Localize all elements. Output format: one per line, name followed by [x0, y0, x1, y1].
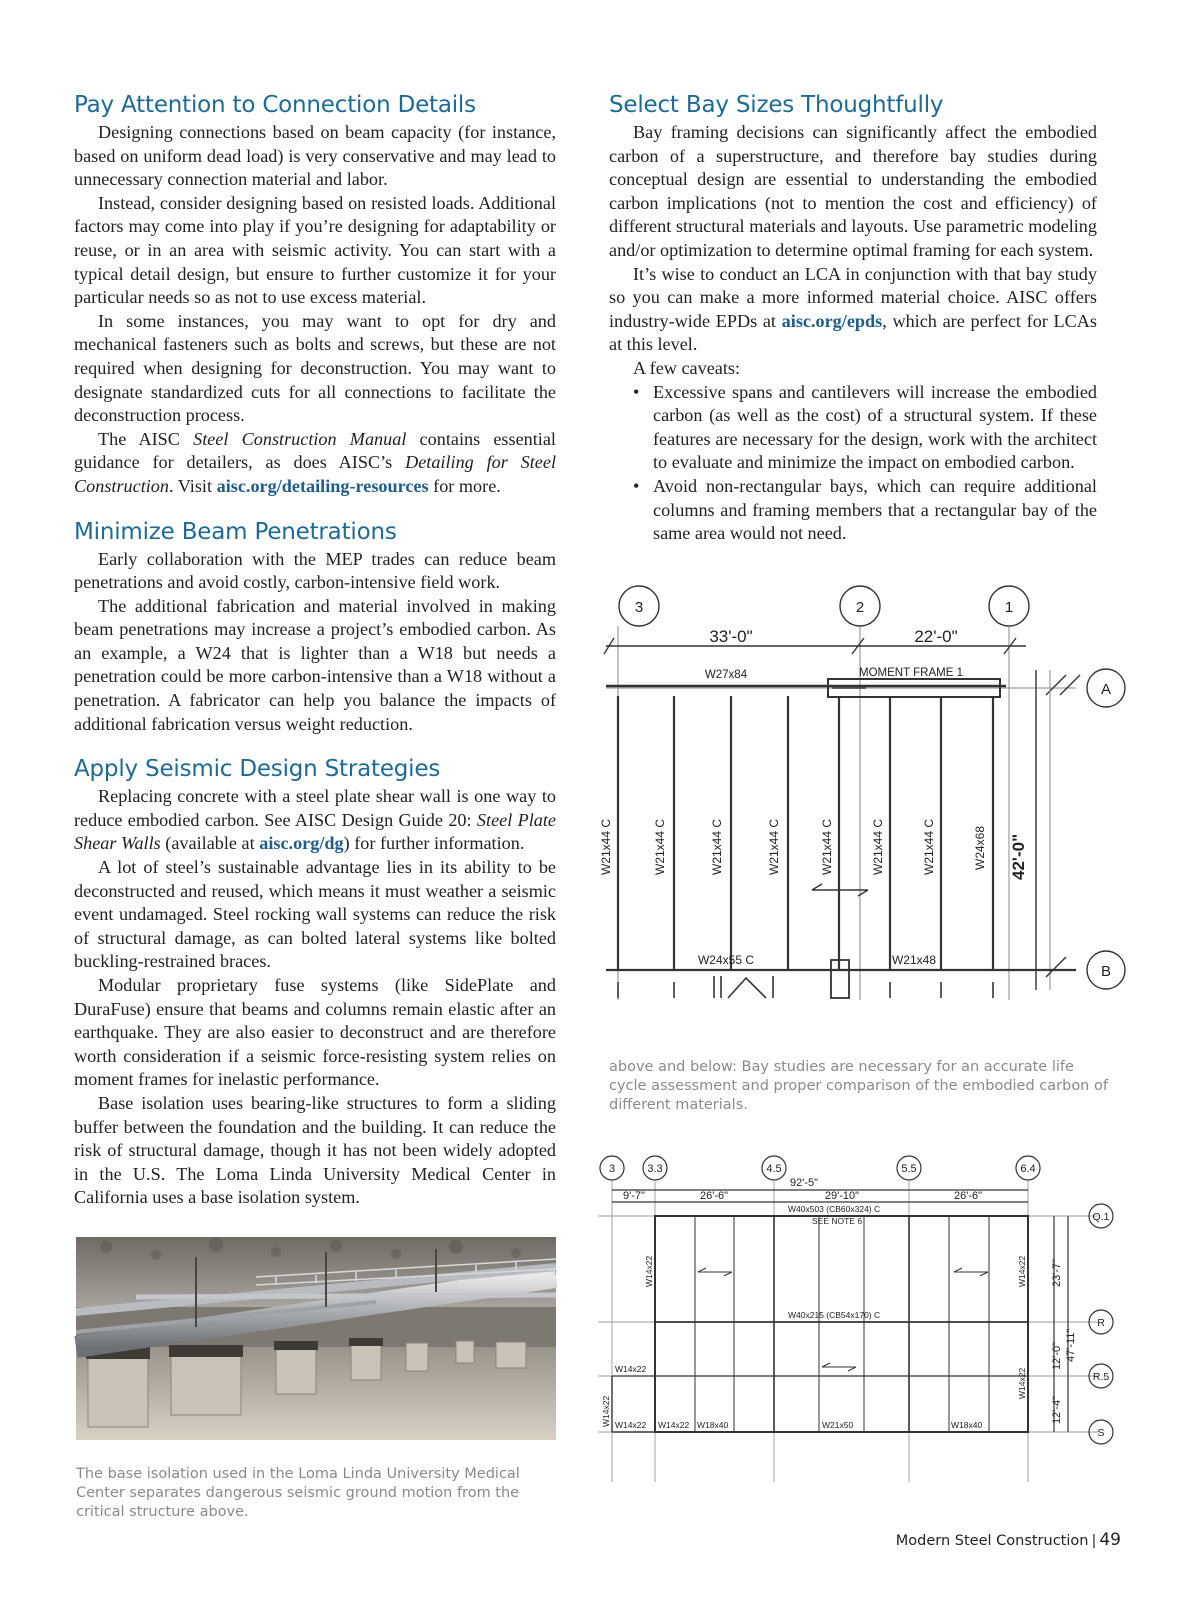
dimension-label: 92'-5" [789, 1177, 819, 1189]
paragraph: Early collaboration with the MEP trades can reduce beam penetrations and avoid costly, carbon-intensive field work. [74, 548, 556, 593]
framing-plan-1 [599, 580, 1126, 1025]
grid-label: B [1100, 963, 1112, 980]
photo-illustration [76, 1237, 556, 1440]
moment-frame-label: MOMENT FRAME 1 [859, 667, 963, 679]
dimension-label: 12'-4" [1051, 1395, 1063, 1424]
grid-label: 5.5 [901, 1163, 917, 1175]
beam-label: W21x44 C [820, 818, 834, 875]
detailing-resources-link[interactable]: aisc.org/detailing-resources [216, 475, 429, 496]
text-run: It’s wise to conduct an LCA in conjunction with that bay study so you can make a more informed material choice. AISC offers industry-wide EPDs at [609, 263, 1097, 331]
epds-link[interactable]: aisc.org/epds [781, 310, 883, 331]
book-title: Detailing for Steel Construction [74, 452, 556, 496]
paragraph: A few caveats: [633, 357, 741, 378]
beam-label: W21x44 C [599, 818, 613, 875]
dimension-label: 22'-0" [914, 627, 958, 646]
caveats-list [609, 381, 1097, 546]
section-heading-connection-details: Pay Attention to Connection Details [74, 92, 476, 118]
design-guide-link[interactable]: aisc.org/dg [259, 833, 344, 854]
girder-label: W40x215 (CB54x170) C [788, 1310, 881, 1320]
beam-label: W14x22 [1017, 1367, 1027, 1399]
paragraph [74, 785, 556, 856]
dimension-label: 26'-6" [699, 1190, 729, 1202]
grid-label: 4.5 [766, 1163, 782, 1175]
grid-label: 3.3 [647, 1163, 663, 1175]
dimension-label: 23'-7" [1051, 1258, 1063, 1287]
paragraph [74, 428, 556, 499]
beam-label: W18x40 [697, 1420, 729, 1430]
text-run: ) for further information. [343, 833, 525, 854]
right-column [609, 90, 1097, 546]
beam-label: W27x84 [704, 669, 748, 681]
text-run: for more. [428, 475, 501, 496]
grid-label: 2 [855, 599, 865, 616]
paragraph: A lot of steel’s sustainable advantage lies in its ability to be deconstructed and reused, which means it must weather a seismic event undamaged. Steel rocking wall systems can reduce the risk of structural damage, as can bolted lateral systems like bolted buckling-restrained braces. [74, 857, 556, 972]
grid-label: R.5 [1092, 1371, 1110, 1383]
footer-separator: | [1091, 1533, 1097, 1549]
spacer [74, 499, 556, 517]
dimension-label: 29'-10" [824, 1190, 860, 1202]
spacer [74, 736, 556, 754]
photo-caption: The base isolation used in the Loma Linda University Medical Center separates dangerous seismic ground motion from the critical structure above. [76, 1466, 520, 1520]
list-item: • Avoid non-rectangular bays, which can require additional columns and framing members that a rectangular bay of the same area would not need. [653, 475, 1097, 546]
text-run: , which are perfect for LCAs at this level. [609, 310, 1097, 355]
left-column [74, 90, 556, 1210]
text-run: . Visit [169, 475, 217, 496]
grid-label: S [1097, 1427, 1105, 1439]
text-run: contains essential guidance for detailers, as does AISC’s [74, 428, 556, 473]
paragraph: Base isolation uses bearing-like structures to form a sliding buffer between the foundation and the building. It can reduce the risk of structural damage, though it has not been widely adopted in the U.S. The Loma Linda University Medical Center in California uses a base isolation system. [74, 1092, 556, 1208]
section-heading-beam-penetrations: Minimize Beam Penetrations [74, 518, 397, 545]
grid-label: 6.4 [1020, 1163, 1036, 1175]
paragraph: Modular proprietary fuse systems (like SidePlate and DuraFuse) ensure that beams and columns remain elastic after an earthquake. They are also easier to deconstruct and are therefore worth consideration if a seismic force-resisting system relies on moment frames for inelastic performance. [74, 975, 556, 1090]
section-heading-bay-sizes: Select Bay Sizes Thoughtfully [609, 92, 944, 118]
beam-label: W14x22 [615, 1420, 647, 1430]
dimension-label: 12'-0" [1051, 1341, 1063, 1370]
text-run: Replacing concrete with a steel plate shear wall is one way to reduce embodied carbon. See AISC Design Guide 20: [74, 786, 556, 830]
bay-study-drawing-1 [599, 580, 1126, 1025]
grid-label: R [1097, 1317, 1105, 1329]
grid-label: 3 [608, 1163, 616, 1175]
manual-title: Steel Construction Manual [193, 428, 407, 449]
paragraph: In some instances, you may want to opt for dry and mechanical fasteners such as bolts and screws, but these are not required when designing for deconstruction. You may want to designate standardized cuts for all connections to facilitate the deconstruction process. [74, 310, 556, 426]
beam-label: W18x40 [951, 1420, 983, 1430]
section-heading-seismic-design: Apply Seismic Design Strategies [74, 756, 441, 783]
beam-label: W24x68 [973, 825, 987, 870]
beam-label: W14x22 [601, 1395, 611, 1427]
grid-label: A [1100, 681, 1112, 698]
dimension-label: 26'-6" [953, 1190, 983, 1202]
beam-label: W21x44 C [653, 818, 667, 875]
beam-label: W21x44 C [710, 818, 724, 875]
beam-label: W21x44 C [767, 818, 781, 875]
beam-label: W14x22 [644, 1255, 654, 1287]
beam-label: W21x50 [822, 1420, 854, 1430]
figure-caption: above and below: Bay studies are necessary for an accurate life cycle assessment and proper comparison of the embodied carbon of different materials. [609, 1059, 1108, 1113]
paragraph: Instead, consider designing based on resisted loads. Additional factors may come into play if you’re designing for adaptability or reuse, or in an area with seismic activity. You can start with a typical detail design, but ensure to further customize it for your particular needs so as not to use excess material. [74, 192, 556, 308]
girder-label: W40x503 (CB60x324) C [788, 1204, 881, 1214]
bay-study-drawing-2 [598, 1152, 1138, 1512]
paragraph: Bay framing decisions can significantly affect the embodied carbon of a superstructure, and therefore bay studies during conceptual design are essential to understanding the embodied carbon implications (not to mention the cost and efficiency) of different structural materials and layouts. Use parametric modeling and/or optimization to determine optimal framing for each system. [609, 122, 1097, 260]
beam-label: W14x22 [615, 1364, 647, 1374]
beam-label: W21x44 C [871, 818, 885, 875]
publication-name: Modern Steel Construction [895, 1533, 1089, 1549]
beam-label: W21x44 C [922, 818, 936, 875]
text-run: (available at [160, 833, 260, 854]
note-label: SEE NOTE 6 [812, 1216, 863, 1226]
framing-plan-2 [598, 1152, 1138, 1512]
list-item: • Excessive spans and cantilevers will increase the embodied carbon (as well as the cost) of a structural system. If these features are necessary for the design, work with the architect to evaluate and minimize the impact on embodied carbon. [653, 381, 1097, 475]
beam-label: W14x22 [658, 1420, 690, 1430]
page-number: 49 [1099, 1530, 1121, 1550]
dimension-label: 42'-0" [1009, 833, 1028, 880]
dimension-label: 9'-7" [623, 1190, 645, 1202]
grid-label: 1 [1004, 599, 1014, 616]
dimension-label: 47'-11" [1065, 1328, 1077, 1362]
paragraph: The additional fabrication and material involved in making beam penetrations may increase a project’s embodied carbon. As an example, a W24 that is lighter than a W18 but needs a penetration could be more carbon-intensive than a W18 without a penetration. A fabricator can help you balance the impacts of additional fabrication versus weight reduction. [74, 595, 556, 734]
grid-bubbles [600, 1156, 1040, 1180]
page-footer [896, 1530, 1121, 1550]
text-run: The AISC [98, 428, 194, 449]
paragraph [609, 263, 1097, 357]
beam-label: W21x48 [891, 953, 937, 967]
beam-label: W24x55 C [697, 953, 755, 967]
grid-label: 3 [634, 599, 644, 616]
beam-label: W14x22 [1017, 1255, 1027, 1287]
base-isolation-photo [76, 1237, 556, 1440]
paragraph: Designing connections based on beam capacity (for instance, based on uniform dead load) is very conservative and may lead to unnecessary connection material and labor. [74, 122, 556, 190]
guide-title: Steel Plate Shear Walls [74, 809, 556, 854]
grid-label: Q.1 [1092, 1211, 1110, 1223]
dimension-label: 33'-0" [709, 627, 753, 646]
